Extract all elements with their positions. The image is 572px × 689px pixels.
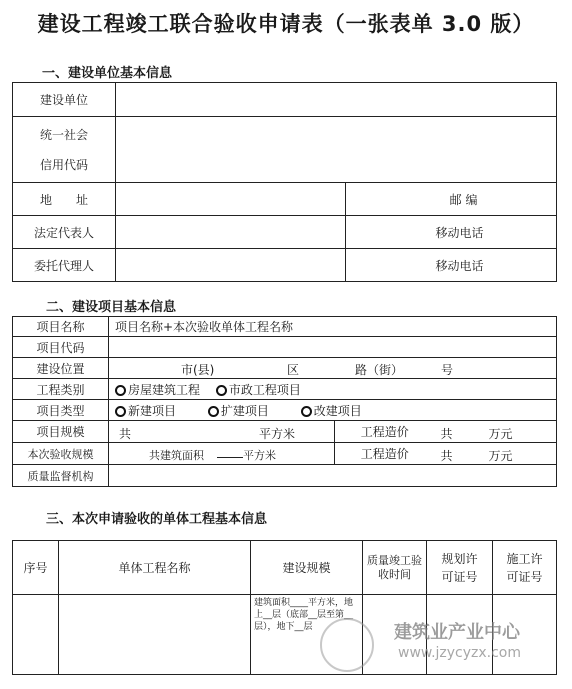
agent-field[interactable] [116, 249, 346, 282]
address-label: 地 址 [13, 183, 116, 216]
category-options [109, 379, 557, 400]
section1-table [12, 82, 557, 282]
scale-label: 项目规模 [13, 421, 109, 443]
col-name-header: 单体工程名称 [59, 541, 251, 595]
section2-heading: 二、建设项目基本信息 [46, 300, 177, 315]
credit-code-label: 统一社会 信用代码 [13, 117, 116, 183]
row-name-cell[interactable] [59, 595, 251, 675]
type-label: 项目类型 [13, 400, 109, 421]
type-option-expand[interactable]: 扩建项目 [208, 402, 269, 419]
postcode-field[interactable] [486, 183, 557, 216]
project-code-field[interactable] [109, 337, 557, 358]
row-scale-cell[interactable]: 建筑面积____平方米，地上__层（底部__层至第__层），地下__层 [251, 595, 363, 675]
watermark-text: 建筑业产业中心 [394, 622, 520, 643]
cost2-field[interactable]: 共 万元 [435, 443, 557, 465]
category-label: 工程类别 [13, 379, 109, 400]
section1-heading: 一、建设单位基本信息 [42, 66, 173, 81]
accept-scale-field[interactable]: 共建筑面积 平方米 [109, 443, 335, 465]
category-option-building[interactable]: 房屋建筑工程 [115, 381, 200, 398]
col-no-header: 序号 [13, 541, 59, 595]
cost-label: 工程造价 [335, 421, 435, 443]
type-option-rebuild[interactable]: 改建项目 [301, 402, 362, 419]
type-options [109, 400, 557, 421]
accept-scale-label: 本次验收规模 [13, 443, 109, 465]
agent-phone-label: 移动电话 [346, 249, 486, 282]
cost2-label: 工程造价 [335, 443, 435, 465]
quality-label: 质量监督机构 [13, 465, 109, 487]
location-label: 建设位置 [13, 358, 109, 379]
col-quality-header: 质量竣工验收时间 [363, 541, 427, 595]
phone-label: 移动电话 [346, 216, 486, 249]
address-field[interactable] [116, 183, 346, 216]
col-plan-header: 规划许可证号 [427, 541, 493, 595]
unit-label: 建设单位 [13, 83, 116, 117]
agent-phone-field[interactable] [486, 249, 557, 282]
col-scale-header: 建设规模 [251, 541, 363, 595]
legal-rep-field[interactable] [116, 216, 346, 249]
location-field[interactable]: 市(县) 区 路（街） 号 [109, 358, 557, 379]
section3-heading: 三、本次申请验收的单体工程基本信息 [46, 512, 268, 527]
radio-icon [115, 385, 126, 396]
project-name-field[interactable]: 项目名称+本次验收单体工程名称 [109, 317, 557, 337]
section2-table [12, 316, 557, 487]
watermark-url: www.jzycyzx.com [398, 645, 522, 661]
watermark-logo-icon [320, 618, 374, 672]
row-no-cell[interactable] [13, 595, 59, 675]
radio-icon [216, 385, 227, 396]
credit-code-field[interactable] [116, 117, 557, 183]
radio-icon [115, 406, 126, 417]
radio-icon [208, 406, 219, 417]
col-build-header: 施工许可证号 [493, 541, 557, 595]
quality-field[interactable] [109, 465, 557, 487]
unit-field[interactable] [116, 83, 557, 117]
scale-field[interactable]: 共 平方米 [109, 421, 335, 443]
project-code-label: 项目代码 [13, 337, 109, 358]
form-title: 建设工程竣工联合验收申请表（一张表单 3.0 版） [37, 12, 535, 36]
phone-field[interactable] [486, 216, 557, 249]
category-option-municipal[interactable]: 市政工程项目 [216, 381, 301, 398]
project-name-label: 项目名称 [13, 317, 109, 337]
agent-label: 委托代理人 [13, 249, 116, 282]
legal-rep-label: 法定代表人 [13, 216, 116, 249]
cost-field[interactable]: 共 万元 [435, 421, 557, 443]
radio-icon [301, 406, 312, 417]
type-option-new[interactable]: 新建项目 [115, 402, 176, 419]
postcode-label: 邮 编 [346, 183, 486, 216]
